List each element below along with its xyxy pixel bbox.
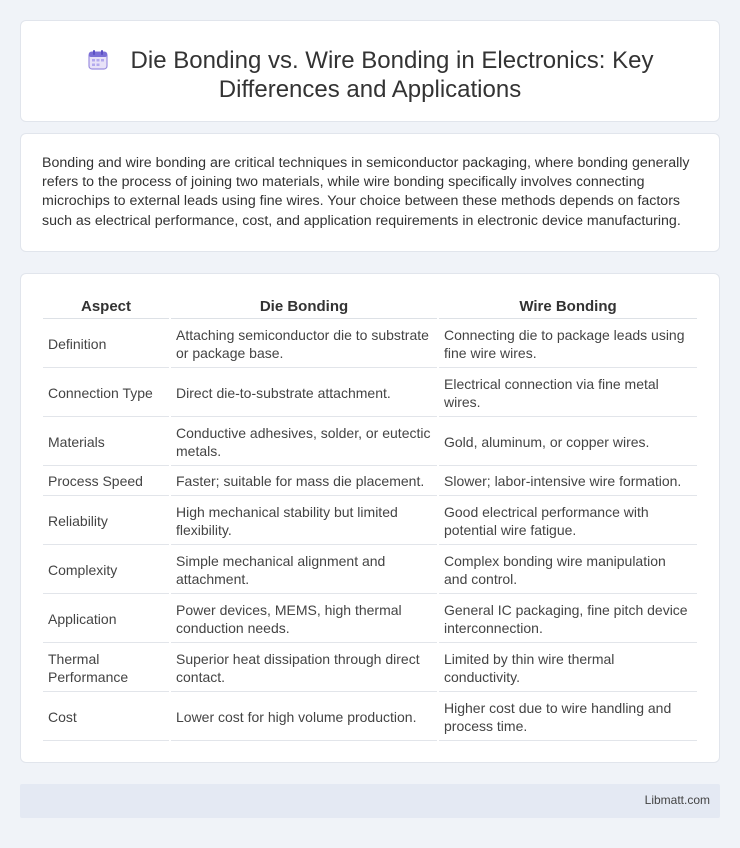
header-die-bonding: Die Bonding: [171, 294, 437, 319]
intro-paragraph: Bonding and wire bonding are critical techniques in semiconductor packaging, where bonding generally refers to the process of joining two materials, while wire bonding specifically involves connecting microchips to external leads using fine wires. Your choice between these methods depends on factors such as electrical performance, cost, and application requirements in electronic device manufacturing.: [42, 155, 690, 229]
header-aspect: Aspect: [43, 294, 169, 319]
table-row: [43, 466, 697, 496]
intro-card: [20, 133, 720, 252]
page-title: [21, 46, 719, 104]
page-title-text: Die Bonding vs. Wire Bonding in Electronics: Key Differences and Applications: [130, 47, 654, 103]
cell-aspect: Reliability: [43, 496, 169, 545]
table-row: [43, 496, 697, 545]
table-row: [43, 594, 697, 643]
cell-die-bonding: High mechanical stability but limited flexibility.: [171, 496, 437, 545]
cell-wire-bonding: Slower; labor-intensive wire formation.: [439, 466, 697, 496]
cell-wire-bonding: Higher cost due to wire handling and process time.: [439, 692, 697, 741]
cell-wire-bonding: Good electrical performance with potential wire fatigue.: [439, 496, 697, 545]
cell-aspect: Thermal Performance: [43, 643, 169, 692]
cell-wire-bonding: Connecting die to package leads using fine wire wires.: [439, 319, 697, 368]
cell-die-bonding: Lower cost for high volume production.: [171, 692, 437, 741]
cell-die-bonding: Attaching semiconductor die to substrate or package base.: [171, 319, 437, 368]
cell-die-bonding: Direct die-to-substrate attachment.: [171, 368, 437, 417]
title-card: [20, 20, 720, 122]
cell-die-bonding: Conductive adhesives, solder, or eutectic metals.: [171, 417, 437, 466]
cell-wire-bonding: Gold, aluminum, or copper wires.: [439, 417, 697, 466]
cell-aspect: Definition: [43, 319, 169, 368]
comparison-table: [41, 294, 699, 741]
table-header-row: [43, 294, 697, 319]
table-row: [43, 417, 697, 466]
calendar-icon: [87, 49, 109, 71]
cell-die-bonding: Faster; suitable for mass die placement.: [171, 466, 437, 496]
table-row: [43, 319, 697, 368]
cell-die-bonding: Superior heat dissipation through direct contact.: [171, 643, 437, 692]
table-row: [43, 545, 697, 594]
header-wire-bonding: Wire Bonding: [439, 294, 697, 319]
footer: [20, 784, 720, 818]
cell-die-bonding: Power devices, MEMS, high thermal conduction needs.: [171, 594, 437, 643]
table-row: [43, 368, 697, 417]
table-row: [43, 643, 697, 692]
footer-brand-link[interactable]: Libmatt.com: [644, 793, 710, 807]
table-row: [43, 692, 697, 741]
cell-wire-bonding: General IC packaging, fine pitch device interconnection.: [439, 594, 697, 643]
cell-wire-bonding: Limited by thin wire thermal conductivity.: [439, 643, 697, 692]
cell-die-bonding: Simple mechanical alignment and attachment.: [171, 545, 437, 594]
comparison-card: [20, 273, 720, 763]
cell-aspect: Cost: [43, 692, 169, 741]
cell-aspect: Materials: [43, 417, 169, 466]
cell-aspect: Application: [43, 594, 169, 643]
cell-wire-bonding: Electrical connection via fine metal wires.: [439, 368, 697, 417]
cell-aspect: Complexity: [43, 545, 169, 594]
cell-aspect: Connection Type: [43, 368, 169, 417]
cell-wire-bonding: Complex bonding wire manipulation and control.: [439, 545, 697, 594]
cell-aspect: Process Speed: [43, 466, 169, 496]
